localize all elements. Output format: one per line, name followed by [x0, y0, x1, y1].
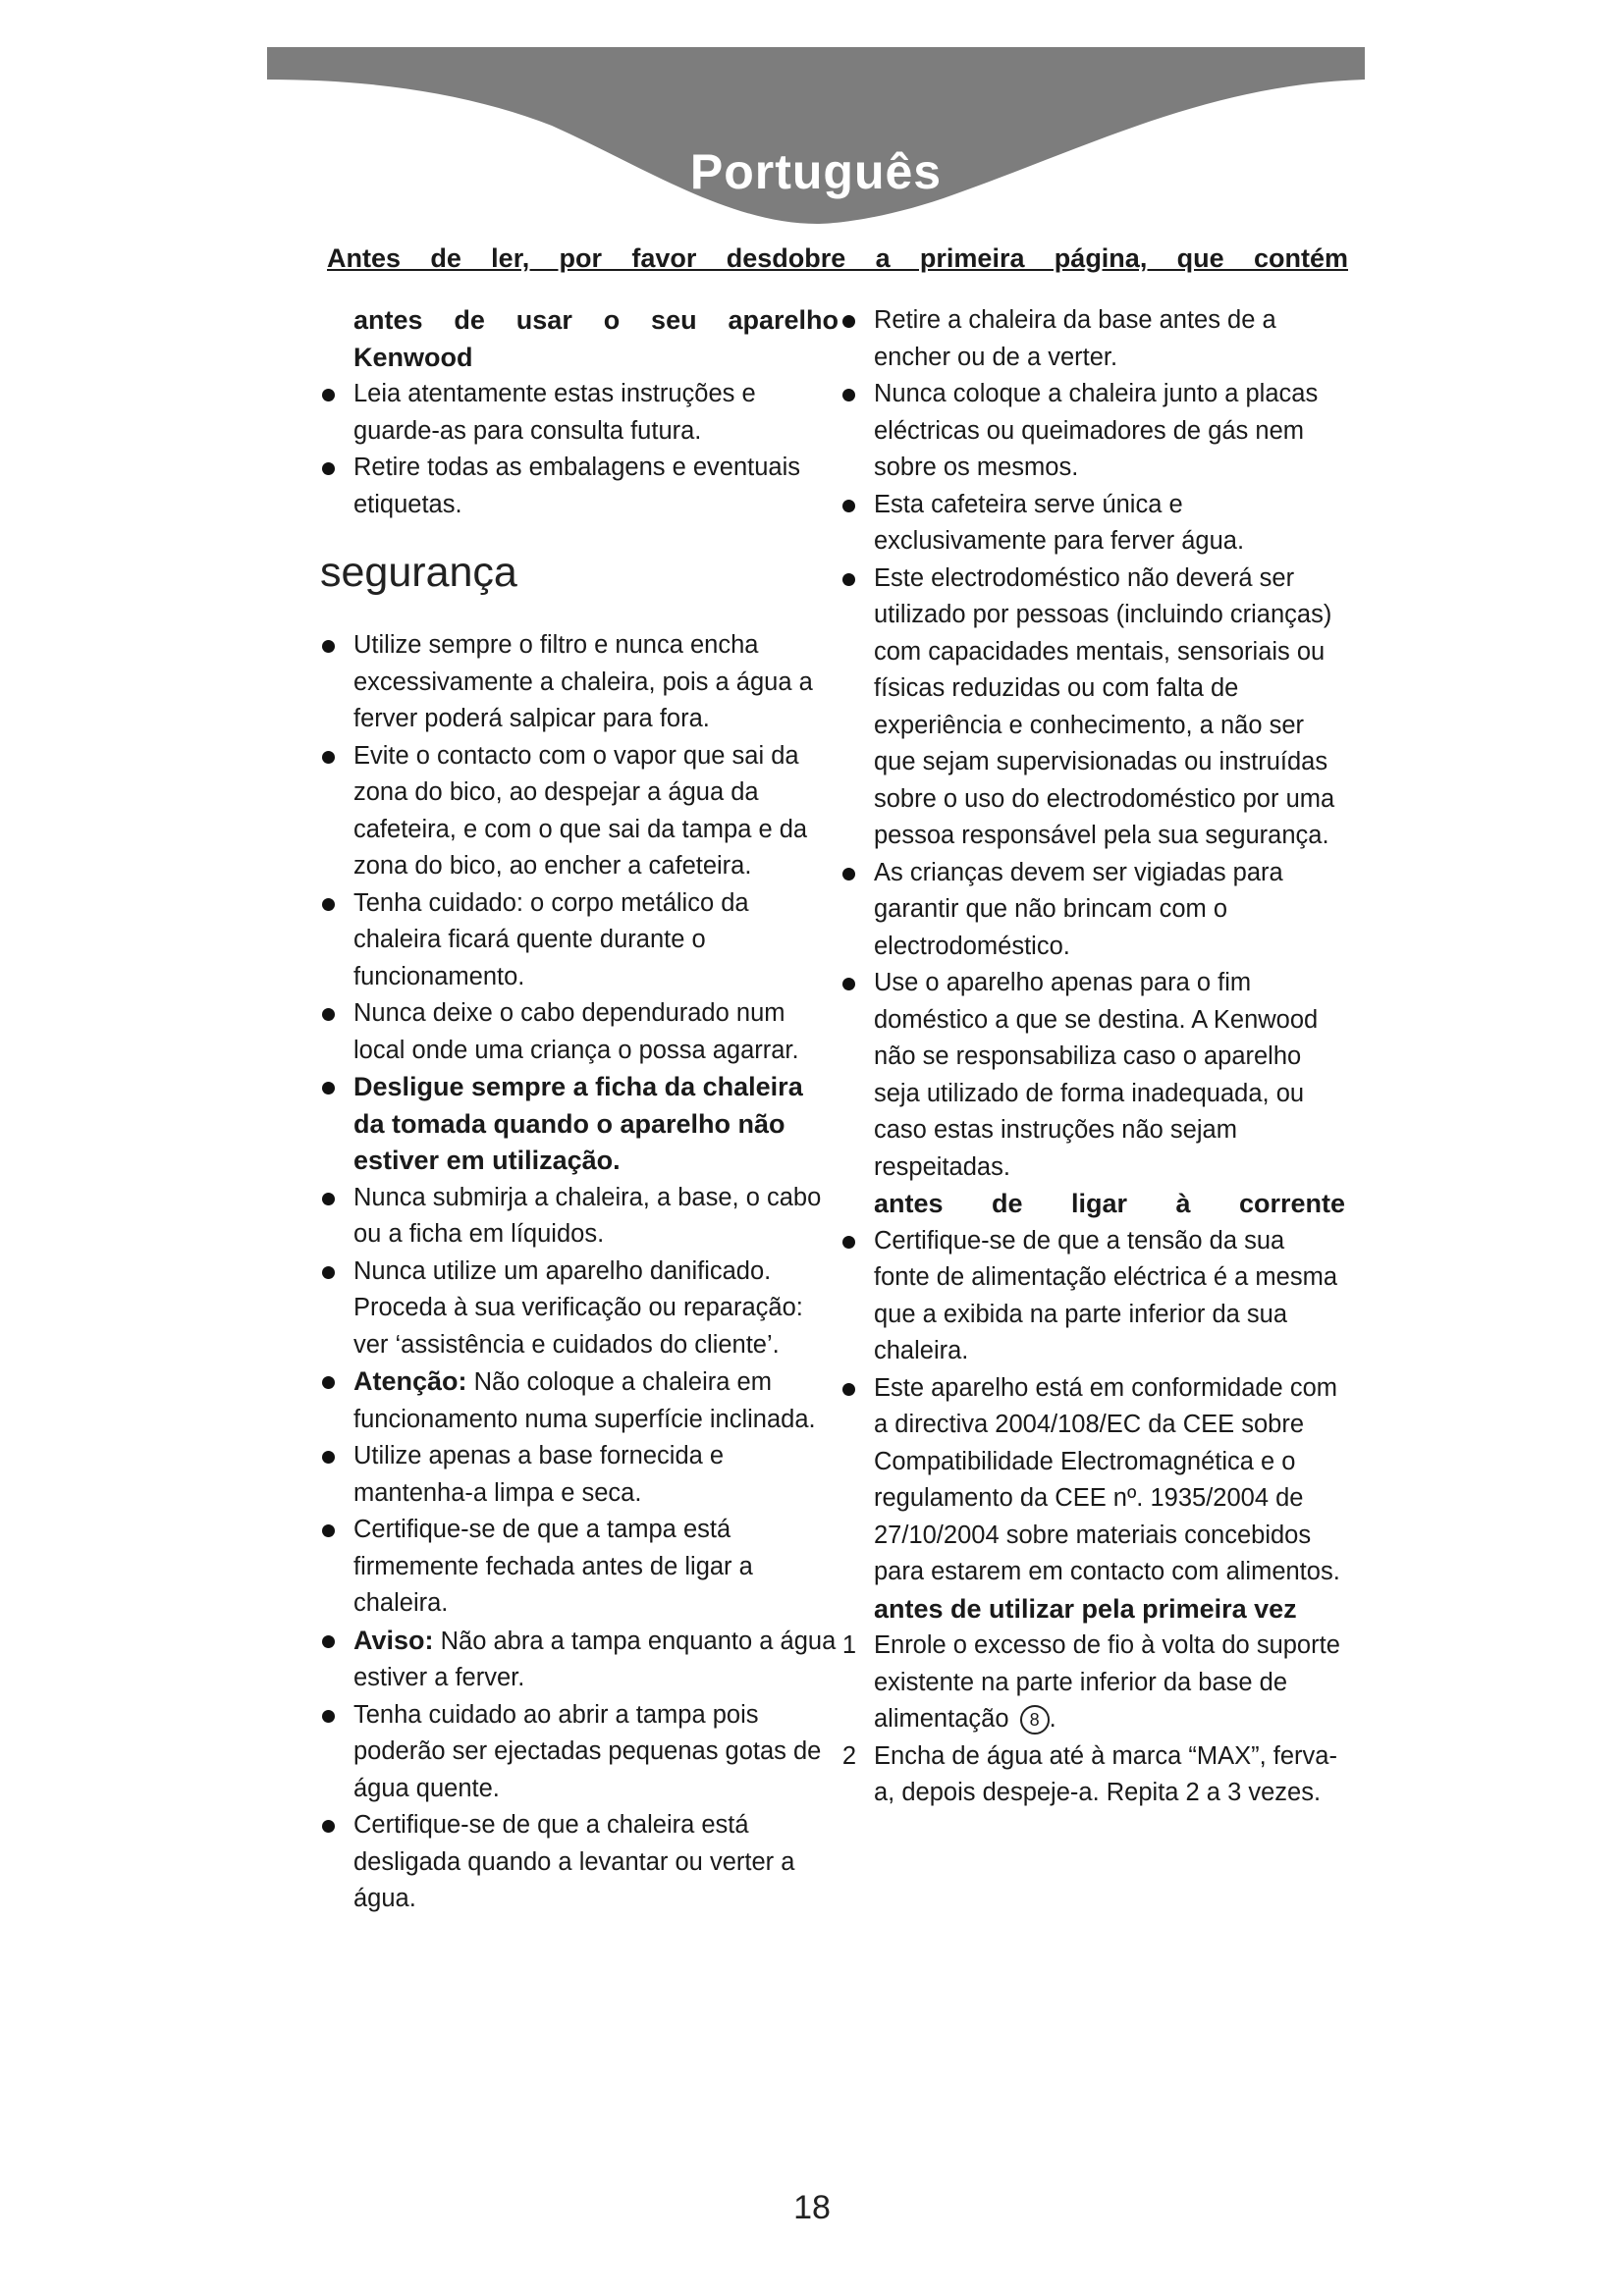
safety-list-continued [837, 302, 1345, 1186]
step-text: Encha de água até à marca “MAX”, ferva-a, depois despeje-a. Repita 2 a 3 vezes. [874, 1741, 1337, 1806]
left-column [316, 302, 839, 1918]
heading-before-plugging: antes de ligar à corrente [874, 1189, 1345, 1218]
safety-list [316, 627, 839, 1918]
language-banner [267, 47, 1365, 229]
list-item: Esta cafeteira serve única e exclusivamente para ferver água. [837, 487, 1345, 561]
step-text-end: . [1049, 1705, 1056, 1733]
list-item: Utilize apenas a base fornecida e mantenha-a limpa e seca. [316, 1438, 839, 1512]
banner-shape [267, 47, 1365, 229]
first-use-steps [837, 1628, 1345, 1812]
warning-label: Aviso: [353, 1625, 434, 1655]
list-item: Este electrodoméstico não deverá ser utilizado por pessoas (incluindo crianças) com capacidades mentais, sensoriais ou físicas reduzidas ou com falta de experiência e conhecimento, a não ser que sejam supervisionadas ou instruídas sobre o uso do electrodoméstico por uma pessoa responsável pela sua segurança. [837, 561, 1345, 855]
list-item-warning [316, 1623, 839, 1697]
step-number: 1 [841, 1631, 856, 1659]
step-text: Enrole o excesso de fio à volta do suporte existente na parte inferior da base de alimentação [874, 1631, 1340, 1733]
warning-text: Não abra a tampa enquanto a água estiver a ferver. [353, 1627, 837, 1691]
step-item [837, 1628, 1345, 1738]
list-item: Retire a chaleira da base antes de a encher ou de a verter. [837, 302, 1345, 376]
list-item: Utilize sempre o filtro e nunca encha excessivamente a chaleira, pois a água a ferver poderá salpicar para fora. [316, 627, 839, 738]
list-item: Tenha cuidado: o corpo metálico da chaleira ficará quente durante o funcionamento. [316, 885, 839, 996]
list-item: Tenha cuidado ao abrir a tampa pois poderão ser ejectadas pequenas gotas de água quente. [316, 1697, 839, 1808]
step-number: 2 [841, 1741, 856, 1770]
step-item [837, 1738, 1345, 1812]
list-item: Nunca utilize um aparelho danificado. Proceda à sua verificação ou reparação: ver ‘assistência e cuidados do cliente’. [316, 1254, 839, 1364]
list-item: Nunca deixe o cabo dependurado num local onde uma criança o possa agarrar. [316, 995, 839, 1069]
power-list [837, 1223, 1345, 1591]
list-item-attention [316, 1363, 839, 1438]
right-column [837, 302, 1345, 1812]
list-item: Leia atentamente estas instruções e guarde-as para consulta futura. [316, 376, 839, 450]
list-item: Nunca submirja a chaleira, a base, o cabo ou a ficha em líquidos. [316, 1180, 839, 1254]
page-number: 18 [793, 2189, 831, 2226]
attention-text: Não coloque a chaleira em funcionamento numa superfície inclinada. [353, 1368, 816, 1433]
list-item: Evite o contacto com o vapor que sai da zona do bico, ao despejar a água da cafeteira, e com o que sai da tampa e da zona do bico, ao encher a cafeteira. [316, 738, 839, 885]
intro-instruction: Antes de ler, por favor desdobre a primeira página, que contém [327, 243, 1348, 273]
list-item: Certifique-se de que a tampa está firmemente fechada antes de ligar a chaleira. [316, 1512, 839, 1623]
list-item: Este aparelho está em conformidade com a directiva 2004/108/EC da CEE sobre Compatibilidade Electromagnética e o regulamento da CEE nº. 1935/2004 de 27/10/2004 sobre materiais concebidos para estarem em contacto com alimentos. [837, 1370, 1345, 1591]
list-item-bold: Desligue sempre a ficha da chaleira da tomada quando o aparelho não estiver em utilização. [316, 1069, 839, 1180]
attention-label: Atenção: [353, 1366, 467, 1396]
list-item: Use o aparelho apenas para o fim doméstico a que se destina. A Kenwood não se responsabiliza caso o aparelho seja utilizado de forma inadequada, ou caso estas instruções não sejam respeitadas. [837, 965, 1345, 1186]
list-item: As crianças devem ser vigiadas para garantir que não brincam com o electrodoméstico. [837, 855, 1345, 966]
list-item: Certifique-se de que a chaleira está desligada quando a levantar ou verter a água. [316, 1807, 839, 1918]
list-item: Nunca coloque a chaleira junto a placas eléctricas ou queimadores de gás nem sobre os mesmos. [837, 376, 1345, 487]
list-item: Retire todas as embalagens e eventuais etiquetas. [316, 450, 839, 523]
list-item: Certifique-se de que a tensão da sua fonte de alimentação eléctrica é a mesma que a exibida na parte inferior da sua chaleira. [837, 1223, 1345, 1370]
section-title-safety: segurança [320, 549, 517, 596]
heading-before-first-use: antes de utilizar pela primeira vez [874, 1593, 1297, 1624]
heading-before-use: antes de usar o seu aparelho Kenwood [353, 305, 839, 372]
banner-title: Português [689, 144, 943, 199]
circled-number-8-icon: 8 [1020, 1705, 1050, 1735]
before-use-list [316, 376, 839, 523]
